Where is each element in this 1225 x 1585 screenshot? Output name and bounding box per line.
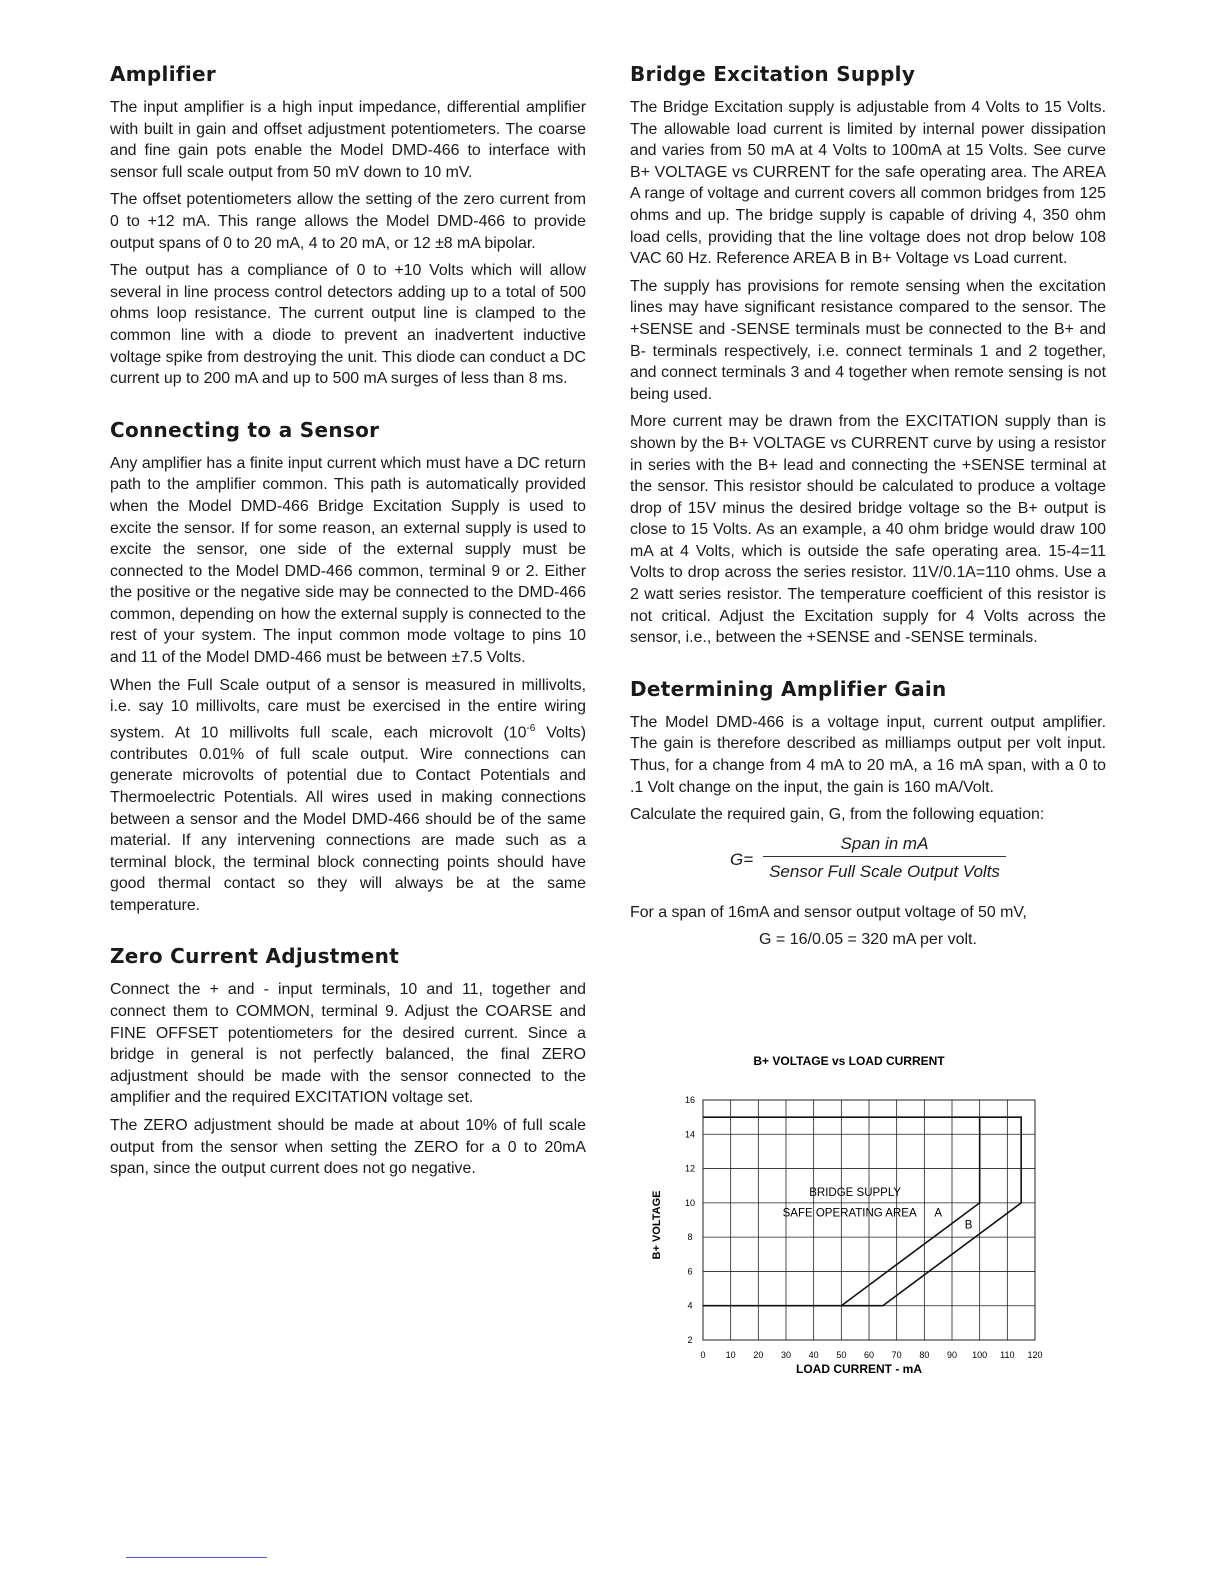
- paragraph: The Model DMD-466 is a voltage input, current output amplifier. The gain is therefore described as milliamps output per volt input. Thus, for a change from 4 mA to 20 mA, a 16 mA span, with a 0 to .1 Volt change on the input, the gain is 160 mA/Volt.: [630, 713, 1106, 796]
- text-part: Volts) contributes 0.01% of full scale output. Wire connections can generate microvolts of potential due to Contact Potentials and Thermoelectric Potentials. All wires used in making connections between a sensor and the Model DMD-466 should be of the same material. If any intervening connections are made such as a terminal block, the terminal block connecting points should have good thermal contact so they will always be at the same temperature.: [110, 724, 586, 914]
- chart-svg: [630, 1045, 1110, 1385]
- x-tick-label: 40: [808, 1350, 819, 1360]
- y-tick-label: 12: [684, 1163, 696, 1174]
- paragraph: [110, 675, 586, 917]
- x-tick-label: 70: [891, 1350, 902, 1360]
- x-tick-label: 60: [863, 1350, 875, 1360]
- formula-numerator: Span in mA: [763, 834, 1006, 857]
- paragraph: The offset potentiometers allow the setting of the zero current from 0 to +12 mA. This range allows the Model DMD-466 to provide output spans of 0 to 20 mA, 4 to 20 mA, or 12 ±8 mA bipolar.: [110, 191, 586, 252]
- x-axis-label: LOAD CURRENT - mA: [796, 1362, 922, 1376]
- y-tick-label: 14: [684, 1129, 696, 1140]
- paragraph: The supply has provisions for remote sensing when the excitation lines may have significant resistance compared to the sensor. The +SENSE and -SENSE terminals must be connected to the B+ and B- terminals respectively, i.e. connect terminals 1 and 2 together, and connect terminals 3 and 4 together when remote sensing is not being used.: [630, 277, 1106, 403]
- formula-lhs: G=: [730, 849, 754, 869]
- annotation-bridge-supply: BRIDGE SUPPLY: [809, 1187, 902, 1199]
- y-tick-label: 10: [684, 1197, 696, 1208]
- x-tick-label: 110: [1000, 1350, 1015, 1360]
- y-axis-label: B+ VOLTAGE: [651, 1190, 663, 1260]
- paragraph: The output has a compliance of 0 to +10 Volts which will allow several in line process control detectors adding up to a total of 500 ohms loop resistance. The current output line is clamped to the common line with a diode to prevent an inadvertent inductive voltage spike from destroying the unit. This diode can conduct a DC current up to 200 mA and up to 500 mA surges of less than 8 ms.: [110, 262, 586, 388]
- paragraph: Connect the + and - input terminals, 10 and 11, together and connect them to COMMON, terminal 9. Adjust the COARSE and FINE OFFSET potentiometers for the desired current. Since a bridge in general is not perfectly balanced, the final ZERO adjustment should be made with the sensor connected to the amplifier and the required EXCITATION voltage set.: [110, 981, 586, 1107]
- section-gain: [630, 677, 1106, 951]
- voltage-current-chart: [630, 1045, 1110, 1385]
- footer-rule: [126, 1557, 267, 1558]
- y-tick-label: 16: [684, 1095, 696, 1105]
- paragraph: The Bridge Excitation supply is adjustable from 4 Volts to 15 Volts. The allowable load current is limited by internal power dissipation and varies from 50 mA at 4 Volts to 100mA at 15 Volts. See curve B+ VOLTAGE vs CURRENT for the safe operating area. The AREA A range of voltage and current covers all common bridges from 125 ohms and up. The bridge supply is capable of driving 4, 350 ohm load cells, providing that the line voltage does not drop below 108 VAC 60 Hz. Reference AREA B in B+ Voltage vs Load current.: [630, 99, 1106, 268]
- formula-denominator: Sensor Full Scale Output Volts: [769, 861, 1000, 881]
- annotation-area-a: A: [934, 1207, 943, 1220]
- paragraph: Calculate the required gain, G, from the following equation:: [630, 806, 1045, 824]
- paragraph: The input amplifier is a high input impedance, differential amplifier with built in gain and offset adjustment potentiometers. The coarse and fine gain pots enable the Model DMD-466 to interface with sensor full scale output from 50 mV down to 10 mV.: [110, 99, 586, 181]
- heading-gain: Determining Amplifier Gain: [630, 676, 947, 701]
- annotation-safe-area: SAFE OPERATING AREA: [782, 1207, 917, 1220]
- x-tick-label: 30: [780, 1350, 792, 1360]
- section-connecting: [110, 418, 586, 917]
- x-tick-label: 20: [753, 1350, 764, 1360]
- paragraph: For a span of 16mA and sensor output voltage of 50 mV,: [630, 903, 1027, 921]
- x-tick-label: 100: [972, 1350, 988, 1360]
- y-tick-label: 4: [687, 1300, 693, 1311]
- x-tick-label: 10: [725, 1350, 736, 1360]
- heading-zero: Zero Current Adjustment: [110, 944, 400, 969]
- annotation-area-b: B: [964, 1219, 973, 1232]
- heading-connecting: Connecting to a Sensor: [110, 417, 380, 442]
- text-part: When the Full Scale output of a sensor is measured in millivolts, i.e. say 10 millivolts, care must be exercised in the entire wiring system. At 10 millivolts full scale, each microvolt (10: [110, 676, 586, 742]
- gain-result: G = 16/0.05 = 320 mA per volt.: [759, 931, 977, 949]
- x-tick-label: 120: [1027, 1350, 1043, 1360]
- heading-amplifier: Amplifier: [110, 62, 217, 86]
- x-tick-label: 0: [700, 1350, 706, 1360]
- left-column: [110, 62, 586, 1208]
- paragraph: More current may be drawn from the EXCITATION supply than is shown by the B+ VOLTAGE vs CURRENT curve by using a resistor in series with the B+ lead and connecting the +SENSE terminal at the sensor. This resistor should be calculated to produce a voltage drop of 15V minus the desired bridge voltage so the B+ output is close to 15 Volts. As an example, a 40 ohm bridge would draw 100 mA at 4 Volts, which is outside the safe operating area. 15-4=11 Volts to drop across the series resistor. 11V/0.1A=110 ohms. Use a 2 watt series resistor. The temperature coefficient of this resistor is not critical. Adjust the Excitation supply for 4 Volts across the sensor, i.e., between the +SENSE and -SENSE terminals.: [630, 413, 1106, 647]
- chart-title: B+ VOLTAGE vs LOAD CURRENT: [753, 1054, 945, 1068]
- paragraph: Any amplifier has a finite input current which must have a DC return path to the amplifier common. This path is automatically provided when the Model DMD-466 Bridge Excitation Supply is used to excite the sensor. If for some reason, an external supply is used to excite the sensor, one side of the external supply must be connected to the Model DMD-466 common, terminal 9 or 2. Either the positive or the negative side may be connected to the DMD-466 common, depending on how the external supply is connected to the rest of your system. The input common mode voltage to pins 10 and 11 of the Model DMD-466 must be between ±7.5 Volts.: [110, 454, 586, 667]
- y-tick-label: 8: [687, 1232, 693, 1243]
- heading-bridge: Bridge Excitation Supply: [630, 62, 916, 86]
- section-amplifier: [110, 62, 586, 390]
- y-tick-label: 2: [687, 1335, 693, 1345]
- x-tick-label: 90: [946, 1350, 958, 1360]
- gain-formula: [630, 834, 1106, 896]
- y-tick-label: 6: [687, 1266, 693, 1277]
- paragraph: The ZERO adjustment should be made at about 10% of full scale output from the sensor when setting the ZERO for a 0 to 20mA span, since the output current does not go negative.: [110, 1117, 586, 1178]
- section-bridge: [630, 62, 1106, 649]
- right-column: [630, 62, 1106, 979]
- x-tick-label: 80: [919, 1350, 930, 1360]
- section-zero: [110, 944, 586, 1179]
- x-tick-label: 50: [836, 1350, 847, 1360]
- superscript: -6: [526, 722, 536, 734]
